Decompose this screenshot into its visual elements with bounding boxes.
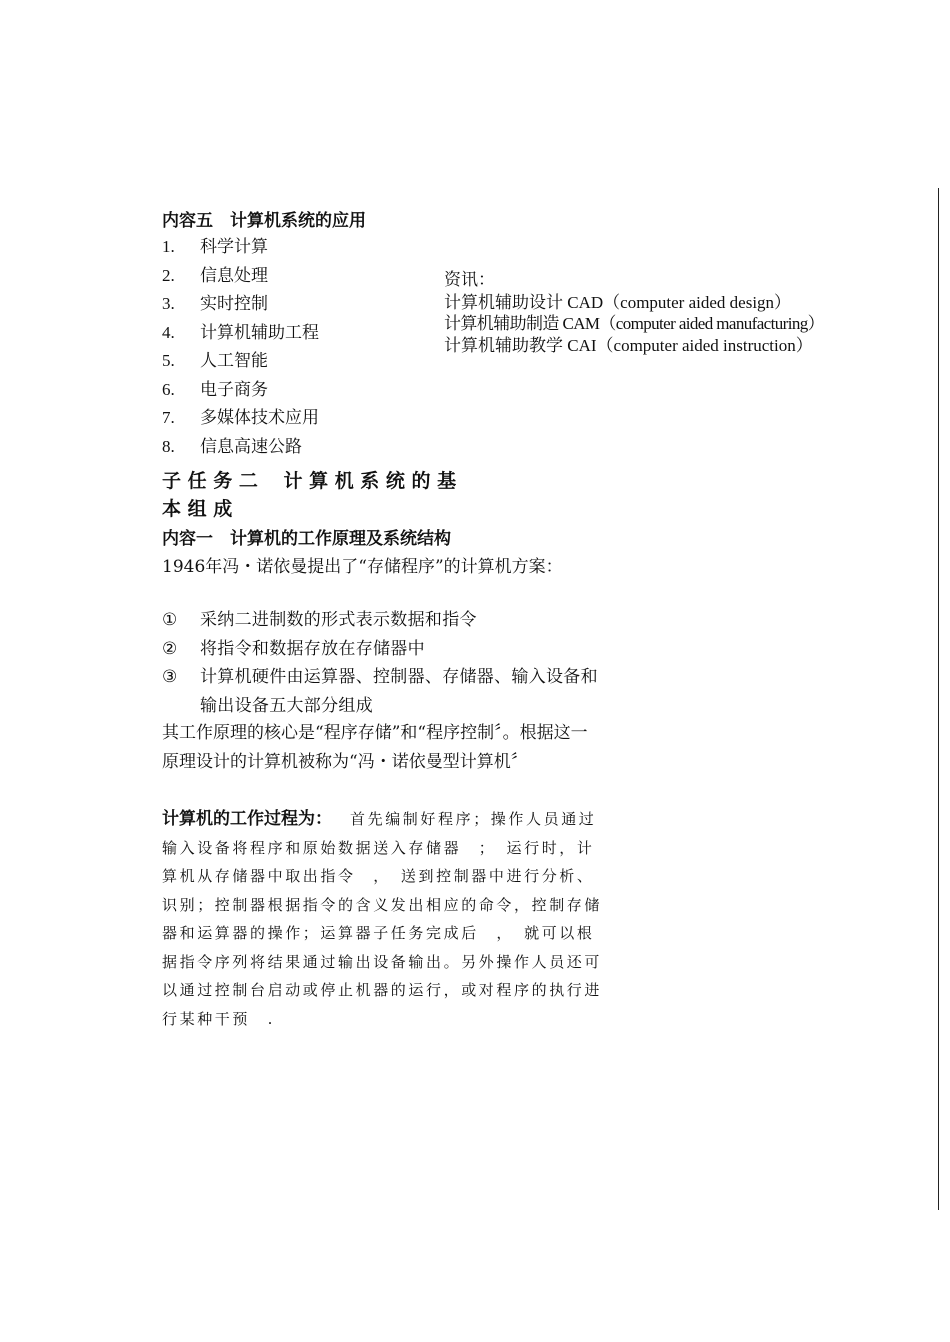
list-item-label: 实时控制 bbox=[200, 294, 268, 314]
intro-paragraph: 1946年冯・诺依曼提出了“存储程序”的计算机方案： bbox=[162, 557, 563, 577]
list-item bbox=[162, 404, 319, 433]
work-process-text: 首先编制好程序；操作人员通过输入设备将程序和原始数据送入存储器 ； 运行时，计算机从存储器中取出指令 ， 送到控制器中进行分析、识别；控制器根据指令的含义发出相应的命令，控制存储器和运算器的操作；运算器子任务完成后 ， 就可以根据指令序列将结果通过输出设备输出。另外操作人员还可以通过控制台启动或停止机器的运行，或对程序的执行进行某种干预 . bbox=[162, 810, 603, 1028]
list-item bbox=[162, 290, 319, 319]
point-text: 采纳二进制数的形式表示数据和指令 bbox=[200, 610, 477, 630]
principle-paragraph: 其工作原理的核心是“程序存储”和“程序控制〞。根据这一原理设计的计算机被称为“冯・诺依曼型计算机〞 bbox=[162, 723, 588, 772]
point-text: 将指令和数据存放在存储器中 bbox=[200, 638, 425, 659]
point-marker: ② bbox=[162, 638, 178, 659]
list-item-label: 多媒体技术应用 bbox=[200, 408, 319, 428]
list-item bbox=[162, 606, 602, 635]
list-item-label: 电子商务 bbox=[200, 379, 268, 400]
list-item bbox=[162, 376, 319, 405]
list-item-label: 计算机辅助工程 bbox=[200, 322, 319, 343]
side-note-title: 资讯： bbox=[444, 270, 495, 290]
list-item-number: 6. bbox=[162, 379, 175, 399]
applications-list bbox=[162, 233, 319, 461]
point-marker: ① bbox=[162, 610, 178, 630]
list-item bbox=[162, 433, 319, 462]
list-item bbox=[162, 262, 319, 291]
list-item-number: 7. bbox=[162, 408, 175, 427]
list-item-label: 人工智能 bbox=[200, 351, 268, 371]
list-item-label: 信息高速公路 bbox=[200, 436, 302, 457]
subtask-title-line2: 本 组 成 bbox=[162, 498, 233, 520]
section5-heading: 内容五 计算机系统的应用 bbox=[162, 211, 366, 231]
side-note bbox=[444, 270, 824, 356]
list-item-number: 4. bbox=[162, 322, 175, 342]
work-process-label: 计算机的工作过程为： bbox=[162, 809, 332, 829]
list-item bbox=[162, 319, 319, 348]
list-item bbox=[162, 233, 319, 262]
list-item-number: 5. bbox=[162, 351, 175, 370]
side-note-line-cai: 计算机辅助教学 CAI（computer aided instruction） bbox=[444, 335, 813, 355]
point-marker: ③ bbox=[162, 667, 178, 687]
list-item-label: 科学计算 bbox=[200, 237, 268, 257]
list-item-number: 2. bbox=[162, 265, 175, 285]
stored-program-points bbox=[162, 606, 602, 720]
page-edge-line bbox=[938, 188, 939, 1210]
list-item-label: 信息处理 bbox=[200, 265, 268, 286]
side-note-line-cam: 计算机辅助制造 CAM（computer aided manufacturing） bbox=[444, 314, 825, 333]
list-item-number: 1. bbox=[162, 237, 175, 256]
subtask-title-line1: 子 任 务 二 计 算 机 系 统 的 基 bbox=[162, 470, 457, 492]
list-item bbox=[162, 347, 319, 376]
section1-heading: 内容一 计算机的工作原理及系统结构 bbox=[162, 529, 451, 549]
list-item bbox=[162, 663, 602, 720]
list-item bbox=[162, 635, 602, 664]
point-text: 计算机硬件由运算器、控制器、存储器、输入设备和输出设备五大部分组成 bbox=[200, 667, 598, 716]
work-process-paragraph bbox=[162, 805, 602, 1033]
side-note-line-cad: 计算机辅助设计 CAD（computer aided design） bbox=[444, 292, 792, 312]
list-item-number: 3. bbox=[162, 294, 175, 313]
list-item-number: 8. bbox=[162, 436, 175, 456]
